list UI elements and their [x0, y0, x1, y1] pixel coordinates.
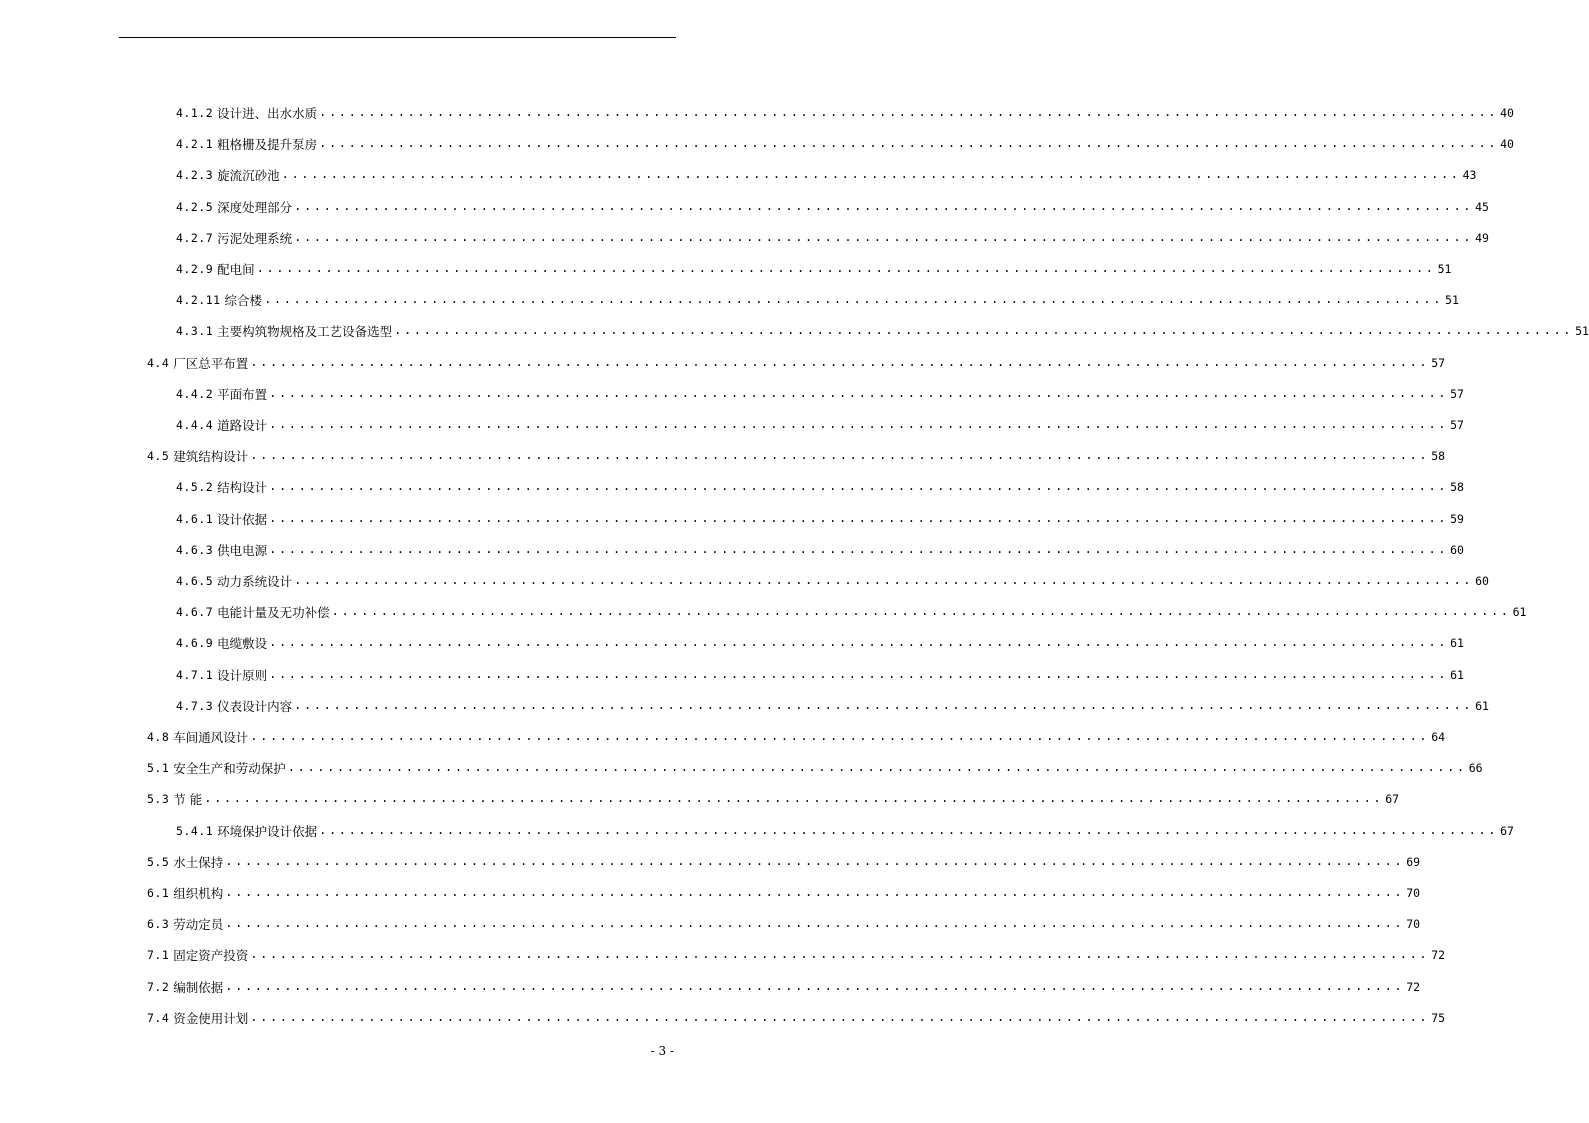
- toc-entry-title: 粗格栅及提升泵房: [217, 137, 318, 153]
- toc-entry-number: 4.2.11: [176, 293, 221, 308]
- toc-entry[interactable]: [176, 321, 1589, 341]
- toc-dot-leader: ........................................................................................................................: [225, 885, 1405, 899]
- toc-entry[interactable]: [176, 384, 1464, 404]
- toc-entry[interactable]: [176, 633, 1464, 653]
- toc-entry[interactable]: [176, 821, 1514, 841]
- toc-entry[interactable]: [147, 914, 1421, 934]
- toc-entry-page: 43: [1462, 168, 1477, 183]
- toc-entry-title: 电缆敷设: [217, 636, 268, 652]
- toc-dot-leader: ........................................................................................................................: [264, 292, 1444, 307]
- toc-entry-page: 58: [1450, 480, 1464, 495]
- toc-dot-leader: ........................................................................................................................: [256, 261, 1436, 275]
- toc-entry[interactable]: [147, 446, 1446, 466]
- toc-entry-title: 平面布置: [217, 386, 268, 402]
- toc-entry[interactable]: [176, 602, 1527, 622]
- toc-entry-page: 72: [1431, 948, 1446, 963]
- toc-entry-number: 5.4.1: [176, 823, 214, 838]
- toc-entry[interactable]: [147, 945, 1446, 965]
- toc-entry-page: 51: [1437, 262, 1452, 276]
- toc-entry[interactable]: [176, 665, 1464, 685]
- toc-entry-page: 40: [1500, 106, 1514, 120]
- toc-dot-leader: ........................................................................................................................: [294, 229, 1474, 244]
- toc-entry-number: 4.5: [147, 449, 170, 464]
- toc-entry-title: 组织机构: [173, 886, 224, 901]
- toc-entry[interactable]: [147, 789, 1400, 809]
- toc-entry-title: 结构设计: [217, 480, 268, 496]
- toc-entry-page: 69: [1406, 854, 1421, 869]
- toc-dot-leader: ........................................................................................................................: [269, 417, 1449, 431]
- toc-entry[interactable]: [147, 883, 1421, 903]
- toc-entry-number: 7.2: [147, 979, 170, 994]
- toc-entry-page: 67: [1385, 792, 1400, 807]
- toc-dot-leader: ........................................................................................................................: [250, 1009, 1430, 1024]
- toc-dot-leader: ........................................................................................................................: [269, 479, 1449, 494]
- toc-entry-page: 51: [1445, 293, 1459, 308]
- toc-entry[interactable]: [176, 228, 1489, 248]
- toc-entry-number: 4.6.3: [176, 542, 214, 557]
- toc-entry-number: 4.2.1: [176, 137, 214, 152]
- toc-dot-leader: ........................................................................................................................: [294, 697, 1474, 712]
- toc-dot-leader: ........................................................................................................................: [250, 448, 1430, 463]
- toc-dot-leader: ........................................................................................................................: [269, 666, 1449, 681]
- toc-entry[interactable]: [176, 197, 1489, 217]
- toc-entry-title: 道路设计: [217, 418, 268, 433]
- toc-entry-title: 水土保持: [173, 854, 224, 870]
- toc-dot-leader: ........................................................................................................................: [225, 853, 1405, 868]
- toc-entry[interactable]: [176, 696, 1489, 716]
- toc-entry-title: 综合楼: [224, 293, 263, 309]
- toc-dot-leader: ........................................................................................................................: [225, 978, 1405, 993]
- toc-entry-title: 编制依据: [173, 979, 224, 995]
- toc-entry-page: 66: [1468, 761, 1483, 776]
- toc-dot-leader: ........................................................................................................................: [250, 729, 1430, 743]
- toc-entry-page: 60: [1475, 574, 1489, 588]
- toc-entry-title: 固定资产投资: [173, 948, 249, 964]
- toc-entry-title: 仪表设计内容: [217, 698, 293, 714]
- toc-dot-leader: ........................................................................................................................: [281, 167, 1461, 182]
- toc-entry-page: 49: [1475, 230, 1489, 245]
- toc-entry-number: 6.3: [147, 917, 170, 932]
- toc-entry-number: 4.2.9: [176, 262, 214, 276]
- toc-entry-number: 4.2.7: [176, 230, 214, 245]
- toc-entry-number: 4.4.4: [176, 418, 214, 432]
- toc-entry-number: 4.7.1: [176, 667, 214, 682]
- toc-entry-number: 6.1: [147, 886, 170, 900]
- toc-entry-title: 环境保护设计依据: [217, 823, 318, 839]
- toc-entry-title: 资金使用计划: [173, 1010, 249, 1026]
- toc-entry-title: 电能计量及无功补偿: [217, 605, 330, 621]
- toc-entry-page: 67: [1500, 823, 1514, 838]
- toc-entry[interactable]: [176, 571, 1489, 591]
- toc-entry-number: 4.5.2: [176, 480, 214, 495]
- toc-entry-title: 建筑结构设计: [173, 449, 249, 465]
- toc-entry-title: 深度处理部分: [217, 199, 293, 215]
- toc-entry-page: 51: [1575, 324, 1589, 339]
- toc-entry-title: 供电电源: [217, 542, 268, 558]
- toc-entry-page: 58: [1431, 449, 1446, 464]
- toc-entry[interactable]: [176, 540, 1464, 560]
- toc-entry-number: 4.4: [147, 355, 170, 370]
- toc-entry-title: 主要构筑物规格及工艺设备选型: [217, 324, 393, 340]
- toc-entry[interactable]: [176, 259, 1452, 279]
- toc-entry[interactable]: [147, 852, 1421, 872]
- toc-dot-leader: ........................................................................................................................: [225, 916, 1405, 931]
- toc-entry-title: 旋流沉砂池: [217, 168, 280, 184]
- toc-entry-number: 4.1.2: [176, 106, 214, 120]
- toc-dot-leader: ........................................................................................................................: [294, 198, 1474, 213]
- toc-entry-page: 61: [1475, 698, 1489, 713]
- toc-entry-page: 70: [1406, 886, 1421, 900]
- header-rule: [119, 37, 676, 38]
- toc-entry-number: 4.4.2: [176, 386, 214, 401]
- toc-entry-page: 72: [1406, 979, 1421, 994]
- toc-entry[interactable]: [147, 1008, 1446, 1028]
- toc-entry-title: 污泥处理系统: [217, 230, 293, 246]
- toc-entry-page: 57: [1450, 418, 1464, 432]
- toc-entry[interactable]: [147, 353, 1446, 373]
- toc-entry-title: 厂区总平布置: [173, 355, 249, 371]
- toc-entry-number: 5.3: [147, 792, 170, 807]
- toc-dot-leader: ........................................................................................................................: [331, 604, 1511, 619]
- toc-entry-number: 4.2.3: [176, 168, 214, 183]
- toc-entry-title: 动力系统设计: [217, 574, 293, 589]
- toc-entry-page: 64: [1431, 730, 1446, 744]
- toc-entry-number: 4.7.3: [176, 698, 214, 713]
- toc-entry[interactable]: [147, 758, 1483, 778]
- toc-entry-page: 61: [1450, 636, 1464, 651]
- toc-entry-page: 70: [1406, 917, 1421, 932]
- toc-entry-title: 设计进、出水水质: [217, 106, 318, 121]
- toc-entry[interactable]: [147, 727, 1446, 747]
- toc-entry-title: 配电间: [217, 262, 255, 277]
- toc-dot-leader: ........................................................................................................................: [319, 136, 1499, 151]
- toc-entry[interactable]: [147, 977, 1421, 997]
- toc-entry-title: 设计原则: [217, 667, 268, 683]
- toc-entry-number: 4.6.1: [176, 511, 214, 526]
- toc-entry-number: 5.5: [147, 854, 170, 869]
- toc-entry-page: 40: [1500, 137, 1514, 152]
- toc-entry-page: 59: [1450, 511, 1464, 526]
- toc-dot-leader: ........................................................................................................................: [269, 541, 1449, 556]
- toc-entry-page: 57: [1431, 355, 1446, 370]
- toc-entry-page: 45: [1475, 199, 1489, 214]
- toc-entry[interactable]: [176, 477, 1464, 497]
- toc-entry-title: 劳动定员: [173, 917, 224, 933]
- toc-entry[interactable]: [176, 165, 1477, 185]
- toc-entry-number: 4.6.7: [176, 605, 214, 620]
- toc-entry-title: 安全生产和劳动保护: [173, 761, 286, 777]
- toc-entry-number: 4.6.5: [176, 574, 214, 588]
- toc-entry-title: 车间通风设计: [173, 730, 249, 745]
- toc-entry[interactable]: [176, 134, 1514, 154]
- toc-dot-leader: ........................................................................................................................: [319, 822, 1499, 837]
- toc-entry[interactable]: [176, 103, 1514, 123]
- toc-dot-leader: ........................................................................................................................: [204, 791, 1384, 806]
- page-number: - 3 -: [650, 1044, 674, 1058]
- toc-entry[interactable]: [176, 509, 1464, 529]
- toc-entry[interactable]: [176, 415, 1464, 435]
- toc-entry-page: 61: [1512, 605, 1527, 620]
- toc-dot-leader: ........................................................................................................................: [269, 635, 1449, 650]
- toc-dot-leader: ........................................................................................................................: [269, 385, 1449, 400]
- toc-entry-number: 5.1: [147, 761, 170, 776]
- toc-entry-number: 4.3.1: [176, 324, 214, 339]
- toc-dot-leader: ........................................................................................................................: [394, 323, 1574, 338]
- toc-entry-number: 4.6.9: [176, 636, 214, 651]
- toc-entry-title: 设计依据: [217, 511, 268, 527]
- toc-dot-leader: ........................................................................................................................: [269, 510, 1449, 525]
- toc-dot-leader: ........................................................................................................................: [287, 760, 1467, 775]
- toc-dot-leader: ........................................................................................................................: [250, 947, 1430, 962]
- toc-entry-page: 60: [1450, 542, 1464, 557]
- toc-dot-leader: ........................................................................................................................: [319, 105, 1499, 119]
- toc-entry-page: 75: [1431, 1010, 1446, 1025]
- toc-entry-page: 57: [1450, 386, 1464, 401]
- toc-entry-page: 61: [1450, 667, 1464, 682]
- toc-dot-leader: ........................................................................................................................: [250, 354, 1430, 369]
- toc-entry-number: 7.1: [147, 948, 170, 963]
- toc-entry-number: 4.8: [147, 730, 170, 744]
- toc-dot-leader: ........................................................................................................................: [294, 573, 1474, 587]
- toc-entry[interactable]: [176, 290, 1459, 310]
- toc-entry-number: 7.4: [147, 1010, 170, 1025]
- toc-entry-title: 节 能: [173, 792, 203, 808]
- toc-entry-number: 4.2.5: [176, 199, 214, 214]
